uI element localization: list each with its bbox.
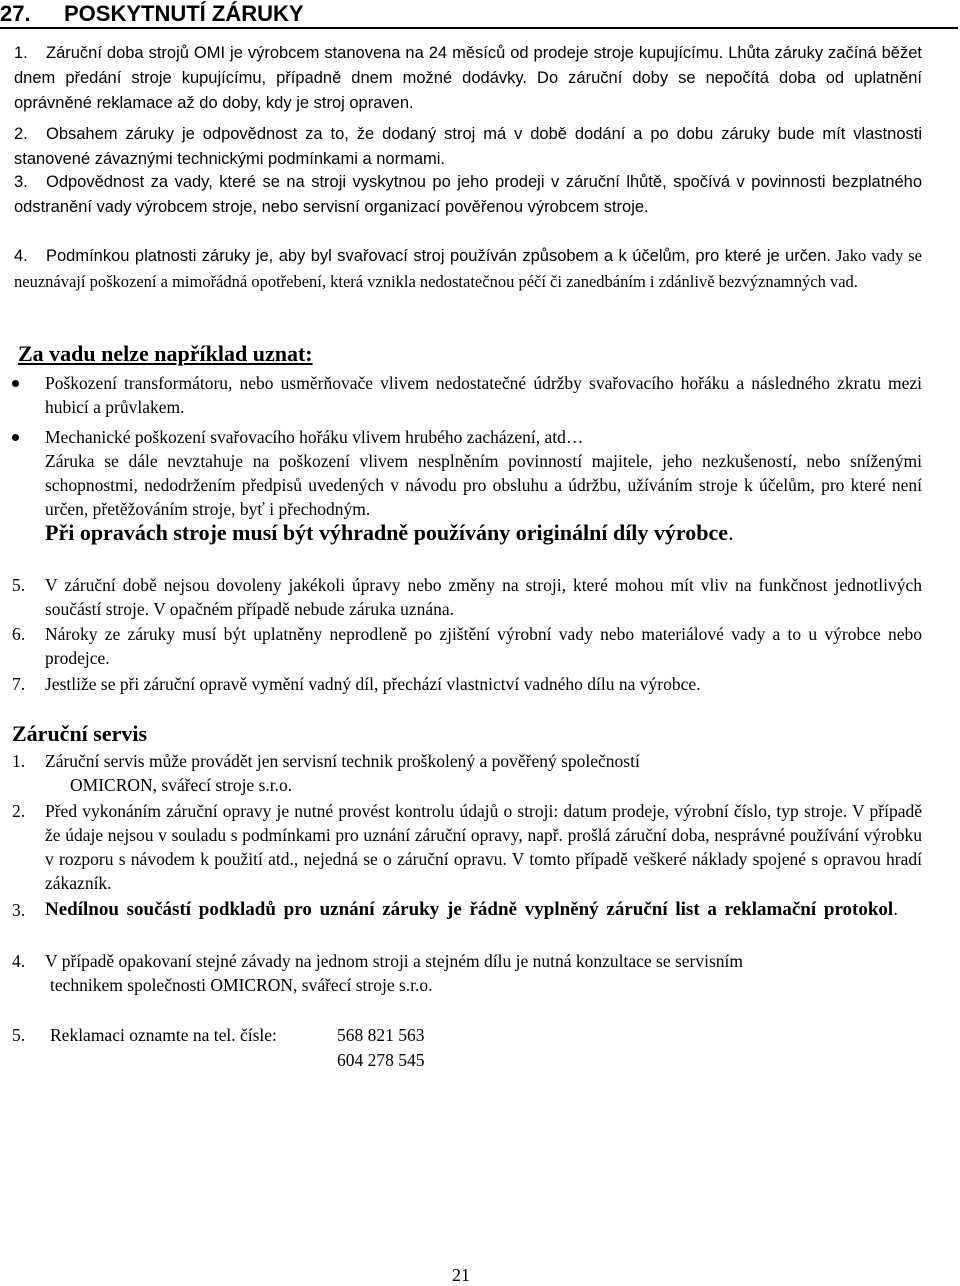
item-text: Nároky ze záruky musí být uplatněny neprodleně po zjištění výrobní vady nebo materiálové vady a to u výrobce nebo prodejce. xyxy=(45,624,922,668)
paragraph-4 xyxy=(14,243,922,295)
service-item xyxy=(12,898,922,922)
paragraph-3 xyxy=(14,170,922,220)
original-parts-text: Při opravách stroje musí být výhradně používány originální díly výrobce xyxy=(45,520,729,545)
phone-number: 604 278 545 xyxy=(337,1050,425,1070)
item-text-continued: OMICRON, svářecí stroje s.r.o. xyxy=(70,775,293,795)
claims-label: Reklamaci oznamte na tel. čísle: xyxy=(50,1025,277,1045)
section-number: 27. xyxy=(0,1,31,26)
paragraph-number: 2. xyxy=(14,125,28,143)
defect-bullet xyxy=(12,371,922,419)
item-text: Záruční servis může provádět jen servisní technik proškolený a pověřený společností xyxy=(45,751,640,771)
service-item xyxy=(12,949,922,997)
bullet-text: Mechanické poškození svařovacího hořáku vlivem hrubého zacházení, atd… xyxy=(45,427,584,447)
paragraph-2 xyxy=(14,122,922,172)
paragraph-text-continued: Jako vady se neuznávají poškození a mimořádná opotřebení, která vznikla nedostatečnou péčí či zanedbáním i zdánlivě bezvýznamných vad. xyxy=(14,246,922,291)
bullet-icon xyxy=(12,434,19,441)
original-parts-period: . xyxy=(728,520,734,545)
item-text-period: . xyxy=(893,899,898,920)
item-number: 2. xyxy=(12,801,26,821)
item-text: Nedílnou součástí podkladů pro uznání záruky je řádně vyplněný záruční list a reklamační protokol xyxy=(45,899,894,920)
phone-number: 568 821 563 xyxy=(337,1025,425,1045)
original-parts-notice xyxy=(45,520,734,546)
defects-heading: Za vadu nelze například uznat: xyxy=(18,341,313,366)
item-text-wrapper xyxy=(45,898,922,922)
service-heading: Záruční servis xyxy=(12,721,148,746)
bullet-icon xyxy=(12,380,19,387)
page-number: 21 xyxy=(452,1265,470,1285)
item-number: 7. xyxy=(12,674,26,694)
paragraph-text: Odpovědnost za vady, které se na stroji vyskytnou po jeho prodeji v záruční lhůtě, spočívá v povinnosti bezplatného odstranění vady výrobcem stroje, nebo servisní organizací pověřenou výrobcem stroje. xyxy=(14,173,922,216)
list-item xyxy=(12,622,922,670)
service-item xyxy=(12,799,922,895)
section-title: POSKYTNUTÍ ZÁRUKY xyxy=(64,1,304,26)
item-text-continued: technikem společnosti OMICRON, svářecí stroje s.r.o. xyxy=(50,975,433,995)
paragraph-text: Záruční doba strojů OMI je výrobcem stanovena na 24 měsíců od prodeje stroje kupujícímu. Lhůta záruky začíná běžet dnem předání stroje kupujícímu, případně dnem možné dodávky. Do záruční doby se nepočítá doba od uplatnění oprávněné reklamace až do doby, kdy je stroj opraven. xyxy=(14,44,922,112)
item-text: V záruční době nejsou dovoleny jakékoli úpravy nebo změny na stroji, které mohou mít vliv na funkčnost jednotlivých součástí stroje. V opačném případě nebude záruka uznána. xyxy=(45,575,922,619)
item-number: 5. xyxy=(12,575,26,595)
item-text: Před vykonáním záruční opravy je nutné provést kontrolu údajů o stroji: datum prodeje, výrobní číslo, typ stroje. V případě že údaje nejsou v souladu s podmínkami pro uznání záruční opravy, např. prošlá záruční doba, nesprávné používání výrobku v rozporu s návodem k použití atd., nejedná se o záruční opravu. V tomto případě veškeré náklady spojené s opravou hradí zákazník. xyxy=(45,801,922,893)
bullet-text: Poškození transformátoru, nebo usměrňovače vlivem nedostatečné údržby svařovacího hořáku a následného zkratu mezi hubicí a průvlakem. xyxy=(45,373,922,417)
heading-underline xyxy=(0,27,958,29)
warranty-exclusion-note: Záruka se dále nevztahuje na poškození vlivem nesplněním povinností majitele, jeho nezkušeností, nebo sníženými schopnostmi, nedodržením předpisů uvedených v návodu pro obsluhu a údržbu, užíváním stroje k účelům, pro které není určen, přetěžováním stroje, byť i přechodným. xyxy=(45,451,922,519)
item-number: 4. xyxy=(12,951,26,971)
item-number: 5. xyxy=(12,1025,26,1045)
paragraph-number: 1. xyxy=(14,44,28,62)
list-item xyxy=(12,672,922,696)
item-text: Jestliže se při záruční opravě vymění vadný díl, přechází vlastnictví vadného dílu na výrobce. xyxy=(45,674,701,694)
paragraph-text: Podmínkou platnosti záruky je, aby byl svařovací stroj používán způsobem a k účelům, pro které je určen. xyxy=(46,247,831,265)
paragraph-number: 4. xyxy=(14,247,28,265)
item-number: 1. xyxy=(12,751,26,771)
item-number: 3. xyxy=(12,900,26,920)
list-item xyxy=(12,573,922,621)
defect-bullet xyxy=(12,425,922,449)
paragraph-text: Obsahem záruky je odpovědnost za to, že dodaný stroj má v době dodání a po dobu záruky bude mít vlastnosti stanovené závaznými technickými podmínkami a normami. xyxy=(14,125,922,168)
item-number: 6. xyxy=(12,624,26,644)
paragraph-number: 3. xyxy=(14,173,28,191)
paragraph-1 xyxy=(14,41,922,116)
service-item xyxy=(12,749,922,797)
item-text: V případě opakovaní stejné závady na jednom stroji a stejném dílu je nutná konzultace se servisním xyxy=(45,951,744,971)
